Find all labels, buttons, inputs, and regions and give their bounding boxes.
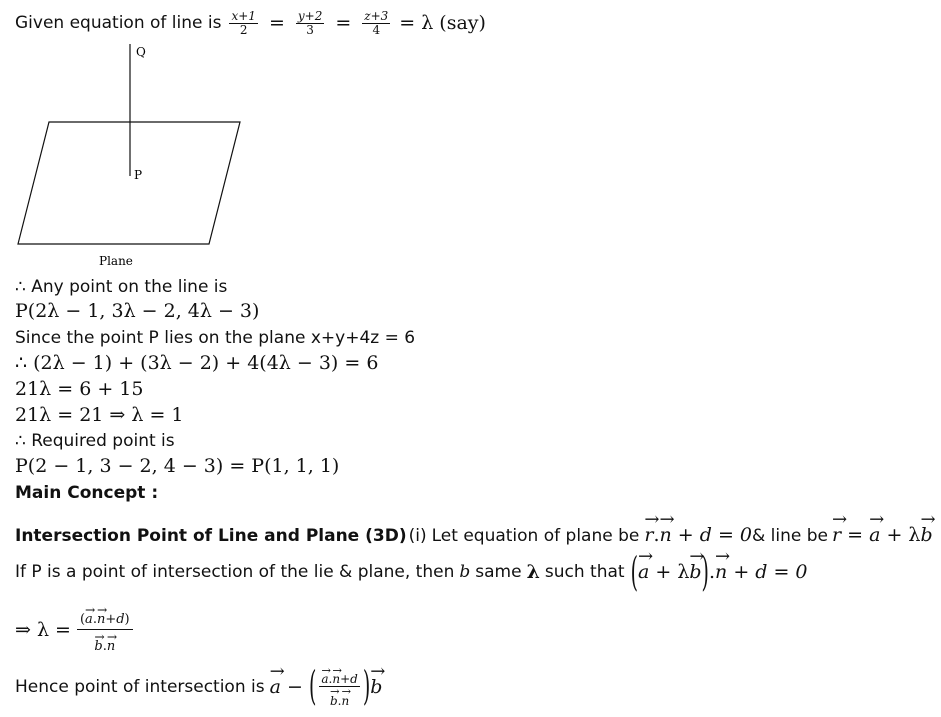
close-paren: ) [701,549,709,596]
equation-2: 21λ = 6 + 15 [15,378,144,400]
fraction-x-num: x+1 [231,8,256,23]
vector-b: → b [370,676,382,698]
required-text: ∴ Required point is [15,431,175,451]
point-expression: P(2λ − 1, 3λ − 2, 4λ − 3) [15,300,260,322]
vector-a: → a [638,561,649,583]
any-point-text: ∴ Any point on the line is [15,277,228,297]
b-variable: b [459,562,471,582]
fraction-x [229,10,257,36]
fraction-y-num: y+2 [297,8,323,23]
vector-n: → n [97,613,105,627]
line-text: & line be [752,526,828,546]
line-equation: → r = → a + λ→ b [832,524,933,546]
hence-line [15,662,382,712]
since-text: Since the point P lies on the plane x+y+4z = 6 [15,328,416,348]
vector-b: → b [689,561,701,583]
hence-fraction-den: → b.→ n [328,687,351,708]
same-text: same [475,562,522,582]
label-plane: Plane [99,254,133,268]
fraction-z [362,10,390,36]
vector-n: → n [332,673,340,686]
open-paren: ( [630,549,638,596]
given-text: Given equation of line is [15,13,222,33]
hence-text: Hence point of intersection is [15,677,265,697]
vector-a: → a [270,676,281,698]
vector-r: → r [832,524,841,546]
vector-a: → a [85,613,93,627]
intersection-condition [15,550,808,594]
equals-sign: = [268,12,285,34]
equals-sign: = [335,12,352,34]
plane-eq-tail: + d = 0 [677,524,752,546]
intersection-line [15,516,933,546]
vector-b: → b [920,524,932,546]
lambda-say: = λ (say) [399,12,486,34]
equation-1: ∴ (2λ − 1) + (3λ − 2) + 4(4λ − 3) = 6 [15,352,379,374]
fraction-y-den: 3 [306,22,314,37]
concept-subheading: Intersection Point of Line and Plane (3D) [15,526,407,546]
lambda-formula [15,600,136,660]
lambda-eq-prefix: ⇒ λ = [15,619,71,641]
num-tail: +d [105,611,125,627]
such-that-text: such that [544,562,625,582]
vector-b: → b [330,695,338,708]
num-tail: +d [340,671,358,686]
fraction-y [296,10,324,36]
such-tail: + d = 0 [733,560,808,583]
if-text: If P is a point of intersection of the lie & plane, then [15,562,455,582]
hence-fraction [319,667,359,707]
close-paren: ) [362,663,371,711]
vector-r: → r [644,524,653,546]
equation-3: 21λ = 21 ⇒ λ = 1 [15,404,184,426]
main-concept-heading: Main Concept : [15,483,159,503]
hence-fraction-num: → a.→ n+d [319,667,359,687]
vector-n: → n [341,695,349,708]
item-marker: (i) [408,526,427,546]
fraction-x-den: 2 [239,22,248,37]
vector-a: → a [869,524,880,546]
label-q: Q [136,45,146,59]
plane-equation: → r.→ n + d = 0 [644,524,752,546]
fraction-z-den: 4 [372,22,381,37]
lambda-symbol: λ [526,561,540,583]
plane-shape [18,122,240,244]
result-expression: P(2 − 1, 3 − 2, 4 − 3) = P(1, 1, 1) [15,455,340,477]
open-paren: ( [308,663,317,711]
fraction-z-num: z+3 [364,8,389,23]
vector-a: → a [321,673,328,686]
lambda-fraction-num: (→ a.→ n+d) [77,607,133,630]
label-p: P [134,168,143,182]
vector-n: → n [659,524,671,546]
plane-line-diagram [13,38,248,273]
lambda-fraction [77,607,133,653]
hence-expression: → a − ( → a.→ n+d → b.→ n ) → b [270,667,383,707]
given-line-equation [15,9,486,37]
lambda-fraction-den: → b.→ n [92,630,117,654]
vector-n: → n [715,561,727,583]
plane-text: Let equation of plane be [431,526,640,546]
vector-b: → b [94,640,102,654]
vector-n: → n [107,640,115,654]
condition-equation: (→ a + λ→ b).→ n + d = 0 [631,561,808,584]
